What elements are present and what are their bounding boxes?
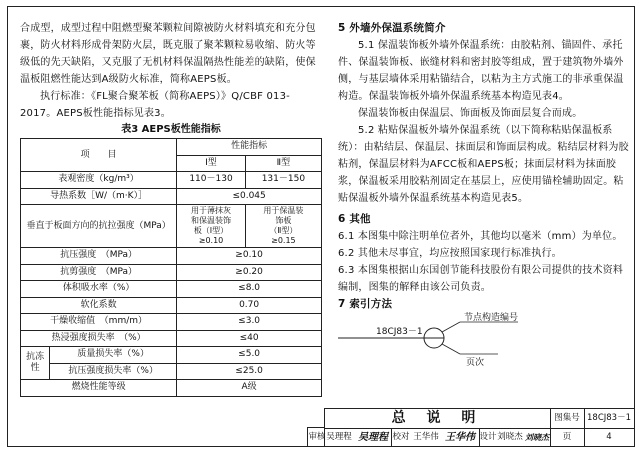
tensile-line: 用于保温装 bbox=[263, 206, 304, 215]
designer-signature: 刘晓杰 bbox=[525, 432, 549, 442]
paragraph-5-2: 5.2 粘贴保温板外墙外保温系统（以下简称粘贴保温板系统）：由粘结层、保温层、抹面层和饰面层构成。粘结层材料为胶粘剂，保温层材料为AFCC板和AEPS板；抹面层材料为抹面胶浆，保温板采用胶粘剂固定在基层上，应使用锚栓辅助固定。粘贴保温板外墙外保温系统基本构造见表5。 bbox=[338, 125, 629, 204]
row-value: 0.70 bbox=[177, 297, 322, 314]
title-block bbox=[308, 408, 634, 446]
left-column bbox=[20, 20, 322, 397]
section-5-heading: 5 外墙外保温系统简介 bbox=[338, 22, 446, 34]
right-column bbox=[338, 20, 630, 368]
review-label: 审核 bbox=[308, 432, 326, 442]
table-row bbox=[21, 380, 322, 397]
paragraph-6-1: 6.1 本图集中除注明单位者外，其他均以毫米（mm）为单位。 bbox=[338, 231, 623, 242]
table-row bbox=[21, 248, 322, 265]
standard-paragraph: 执行标准：《FL聚合聚苯板（简称AEPS）》Q/CBF 013-2017。AEPS板性能指标见表3。 bbox=[20, 91, 290, 119]
table-row bbox=[21, 188, 322, 205]
row-label: 干燥收缩值 （mm/m） bbox=[21, 314, 177, 331]
row-group-frost: 抗冻性 bbox=[21, 347, 50, 380]
index-page-label: 页次 bbox=[466, 358, 485, 368]
table-row bbox=[21, 205, 322, 248]
designer-name: 刘晓杰 bbox=[497, 432, 523, 442]
row-label: 抗剪强度 （MPa） bbox=[21, 264, 177, 281]
row-value: ≥0.10 bbox=[177, 248, 322, 265]
row-label: 热浸强度损失率 （%） bbox=[21, 330, 177, 347]
divider bbox=[307, 427, 324, 428]
page-number: 4 bbox=[606, 432, 612, 442]
row-label: 抗压强度 （MPa） bbox=[21, 248, 177, 265]
row-label: 燃烧性能等级 bbox=[21, 380, 177, 397]
table-row bbox=[21, 314, 322, 331]
index-node-label: 节点构造编号 bbox=[464, 313, 519, 323]
row-label: 软化系数 bbox=[21, 297, 177, 314]
tensile-line: ≥0.15 bbox=[271, 236, 296, 245]
index-symbol-graphic bbox=[338, 319, 538, 363]
atlas-label: 图集号 bbox=[554, 413, 580, 423]
reviewer-signature: 吴理程 bbox=[358, 432, 388, 443]
tensile-line: 饰板 bbox=[275, 216, 292, 225]
row-value: A级 bbox=[177, 380, 322, 397]
header-performance: 性能指标 bbox=[177, 139, 322, 156]
aeps-description: 合成型，成型过程中阻燃型聚苯颗粒间隙被防火材料填充和充分包裹，防火材料形成骨架防火层，既克服了聚苯颗粒易收缩、防火等级低的先天缺陷，又克服了无机材料保温隔热性能差的缺陷，使保温板阻燃性能达到A级防火标准，简称AEPS板。 bbox=[20, 23, 316, 85]
header-type-1: Ⅰ型 bbox=[177, 155, 246, 172]
header-type-2: Ⅱ型 bbox=[245, 155, 321, 172]
row-value: ≥0.20 bbox=[177, 264, 322, 281]
table-row bbox=[21, 330, 322, 347]
index-atlas-code: 18CJ83－1 bbox=[376, 327, 423, 337]
tensile-line: 用于薄抹灰 bbox=[190, 206, 231, 215]
reviewer-name: 吴理程 bbox=[326, 432, 352, 442]
row-value: ≤5.0 bbox=[177, 347, 322, 364]
index-diagram bbox=[338, 313, 630, 368]
section-6-heading: 6 其他 bbox=[338, 213, 371, 225]
tensile-line: 和保温装饰 bbox=[190, 216, 231, 225]
table-row bbox=[21, 172, 322, 189]
table-row bbox=[21, 264, 322, 281]
table-3-title: 表3 AEPS板性能指标 bbox=[121, 124, 221, 135]
row-value: 131－150 bbox=[245, 172, 321, 189]
table-row bbox=[21, 347, 322, 364]
paragraph-5-1-b: 保温装饰板由保温层、饰面板及饰面层复合而成。 bbox=[358, 108, 583, 119]
row-value-type-1 bbox=[177, 205, 246, 248]
divider bbox=[307, 427, 308, 446]
sheet-title: 总 说 明 bbox=[391, 410, 484, 426]
row-value: ≤8.0 bbox=[177, 281, 322, 298]
row-value: 110－130 bbox=[177, 172, 246, 189]
atlas-number: 18CJ83－1 bbox=[587, 413, 631, 423]
tensile-line: ≥0.10 bbox=[198, 236, 224, 245]
table-row bbox=[21, 281, 322, 298]
row-label: 体积吸水率（%） bbox=[21, 281, 177, 298]
row-label: 表观密度（kg/m³） bbox=[21, 172, 177, 189]
section-7-heading: 7 索引方法 bbox=[338, 298, 393, 310]
row-label: 质量损失率（%） bbox=[50, 347, 177, 364]
check-label: 校对 bbox=[392, 432, 410, 442]
table-row bbox=[21, 363, 322, 380]
paragraph-5-1: 5.1 保温装饰板外墙外保温系统：由胶粘剂、锚固件、承托件、保温装饰板、嵌缝材料和密封胶等组成，置于建筑物外墙外侧，与基层墙体采用粘锚结合，以粘为主方式施工的非承重保温构造。保温装饰板外墙外保温系统基本构造见表4。 bbox=[338, 40, 624, 102]
paragraph-6-3: 6.3 本图集根据山东国创节能科技股份有限公司提供的技术资料编制，图集的解释由该公司负责。 bbox=[338, 265, 624, 293]
table-row bbox=[21, 297, 322, 314]
tensile-line: （Ⅱ型） bbox=[269, 226, 298, 235]
row-label: 导热系数［W/（m·K）］ bbox=[21, 188, 177, 205]
design-label: 设计 bbox=[479, 432, 497, 442]
tensile-line: 板（Ⅰ型） bbox=[193, 226, 229, 235]
row-label: 抗压强度损失率（%） bbox=[50, 363, 177, 380]
row-value: ≤0.045 bbox=[177, 188, 322, 205]
row-value-type-2 bbox=[245, 205, 321, 248]
checker-signature: 王华伟 bbox=[445, 432, 475, 443]
row-value: ≤25.0 bbox=[177, 363, 322, 380]
row-label: 垂直于板面方向的抗拉强度（MPa） bbox=[21, 205, 177, 248]
row-value: ≤40 bbox=[177, 330, 322, 347]
aeps-performance-table bbox=[20, 138, 322, 397]
table-header-row bbox=[21, 139, 322, 156]
header-item: 项 目 bbox=[21, 139, 177, 172]
paragraph-6-2: 6.2 其他未尽事宜，均应按照国家现行标准执行。 bbox=[338, 248, 562, 259]
page-label: 页 bbox=[562, 432, 572, 442]
row-value: ≤3.0 bbox=[177, 314, 322, 331]
checker-name: 王华伟 bbox=[413, 432, 439, 442]
